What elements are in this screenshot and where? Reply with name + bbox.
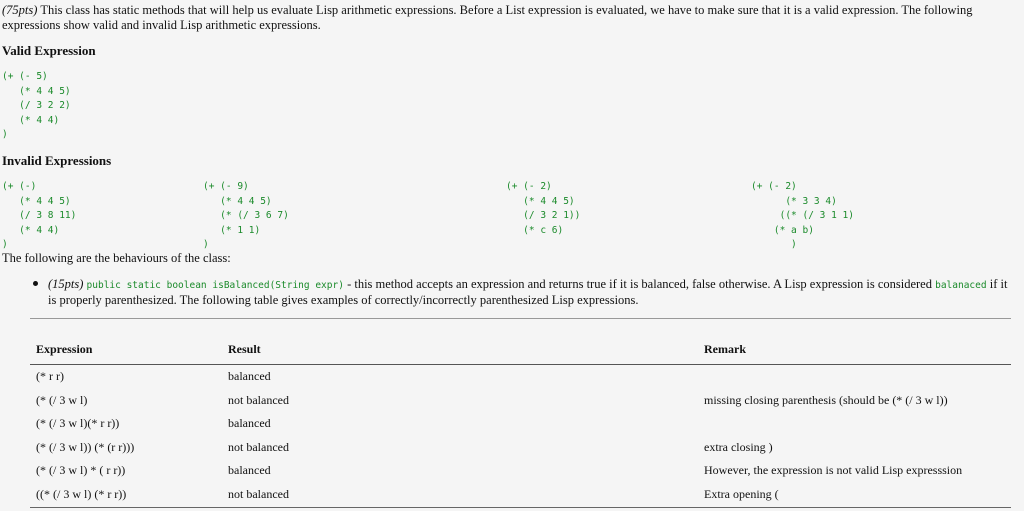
header-expression: Expression bbox=[36, 342, 93, 356]
code-line: (* 4 4 5) bbox=[506, 195, 575, 207]
cell-expression: ((* (/ 3 w l) (* r r)) bbox=[36, 486, 127, 501]
cell-result: not balanced bbox=[228, 392, 289, 407]
cell-result: balanced bbox=[228, 463, 271, 478]
method-desc-1: - this method accepts an expression and returns true if it is balanced, false otherwise. A Lisp expression is considered bbox=[343, 277, 936, 291]
method-desc-2: if it is properly parenthesized. The following table gives examples of correctly/incorrectly parenthesized Lisp expressions. bbox=[48, 277, 1008, 307]
valid-code-block bbox=[2, 70, 71, 143]
cell-remark: However, the expression is not valid Lisp expresssion bbox=[704, 463, 963, 478]
code-line: (/ 3 2 1)) bbox=[506, 210, 581, 221]
cell-expression: (* (/ 3 w l) * ( r r)) bbox=[36, 463, 126, 478]
invalid-code-block-1 bbox=[2, 180, 76, 253]
code-line: (* c 6) bbox=[506, 224, 564, 236]
code-line: (* 4 4) bbox=[2, 224, 60, 236]
cell-expression: (* (/ 3 w l)) (* (r r))) bbox=[36, 439, 135, 454]
examples-table bbox=[30, 342, 1011, 506]
code-line: ((* (/ 3 1 1) bbox=[751, 210, 854, 221]
cell-result: not balanced bbox=[228, 439, 289, 454]
table-header-row bbox=[30, 342, 1011, 365]
code-line: (* 4 4 5) bbox=[2, 195, 71, 207]
code-line: (* 1 1) bbox=[203, 224, 261, 236]
bullet-icon bbox=[33, 281, 38, 286]
code-line: (* 4 4) bbox=[2, 114, 60, 126]
invalid-heading: Invalid Expressions bbox=[2, 153, 112, 168]
cell-remark bbox=[698, 365, 1011, 389]
table-top-rule bbox=[30, 318, 1011, 319]
invalid-code-block-2 bbox=[203, 180, 289, 253]
method-keyword: balanaced bbox=[935, 280, 987, 291]
table-row bbox=[30, 365, 1011, 389]
code-line: (+ (-) bbox=[2, 181, 37, 192]
intro-paragraph bbox=[2, 3, 1002, 33]
code-line: (+ (- 2) bbox=[506, 181, 552, 192]
code-line: (/ 3 8 11) bbox=[2, 210, 77, 221]
method-description bbox=[48, 277, 1008, 308]
intro-points: (75pts) bbox=[2, 3, 38, 17]
cell-result: balanced bbox=[228, 416, 271, 431]
cell-expression: (* r r) bbox=[36, 369, 64, 384]
table-row bbox=[30, 436, 1011, 460]
code-line: (* (/ 3 6 7) bbox=[203, 210, 289, 221]
header-remark: Remark bbox=[704, 342, 746, 356]
behaviours-intro: The following are the behaviours of the class: bbox=[2, 251, 231, 265]
table-row bbox=[30, 459, 1011, 483]
cell-result: balanced bbox=[228, 369, 271, 384]
cell-remark: missing closing parenthesis (should be (* (/ 3 w l)) bbox=[704, 392, 948, 407]
code-line: ) bbox=[2, 129, 8, 140]
table-row bbox=[30, 483, 1011, 507]
code-line: ) bbox=[203, 239, 209, 250]
code-line: ) bbox=[2, 239, 8, 250]
method-points: (15pts) bbox=[48, 277, 84, 291]
code-line: (* 4 4 5) bbox=[203, 195, 272, 207]
code-line: (+ (- 2) bbox=[751, 181, 797, 192]
cell-expression: (* (/ 3 w l)(* r r)) bbox=[36, 416, 120, 431]
invalid-code-block-4 bbox=[751, 180, 854, 253]
code-line: (+ (- 9) bbox=[203, 181, 249, 192]
cell-result: not balanced bbox=[228, 486, 289, 501]
header-result: Result bbox=[228, 342, 261, 356]
cell-remark: Extra opening ( bbox=[704, 486, 779, 501]
code-line: ) bbox=[751, 239, 797, 250]
code-line: (/ 3 2 2) bbox=[2, 100, 71, 111]
table-bottom-rule bbox=[30, 507, 1011, 508]
cell-remark bbox=[698, 412, 1011, 436]
cell-remark: extra closing ) bbox=[704, 439, 773, 454]
invalid-code-block-3 bbox=[506, 180, 580, 238]
intro-text: This class has static methods that will help us evaluate Lisp arithmetic expressions. Before a List expression is evaluated, we have to make sure that it is a valid expression. The following expressions show valid and invalid Lisp arithmetic expressions. bbox=[2, 3, 973, 32]
valid-heading: Valid Expression bbox=[2, 43, 96, 58]
code-line: (* 4 4 5) bbox=[2, 85, 71, 97]
table-row bbox=[30, 412, 1011, 436]
method-signature: public static boolean isBalanced(String expr) bbox=[86, 280, 344, 291]
table-row bbox=[30, 389, 1011, 413]
code-line: (* 3 3 4) bbox=[751, 195, 837, 207]
cell-expression: (* (/ 3 w l) bbox=[36, 392, 88, 407]
code-line: (* a b) bbox=[751, 224, 814, 236]
code-line: (+ (- 5) bbox=[2, 71, 48, 82]
